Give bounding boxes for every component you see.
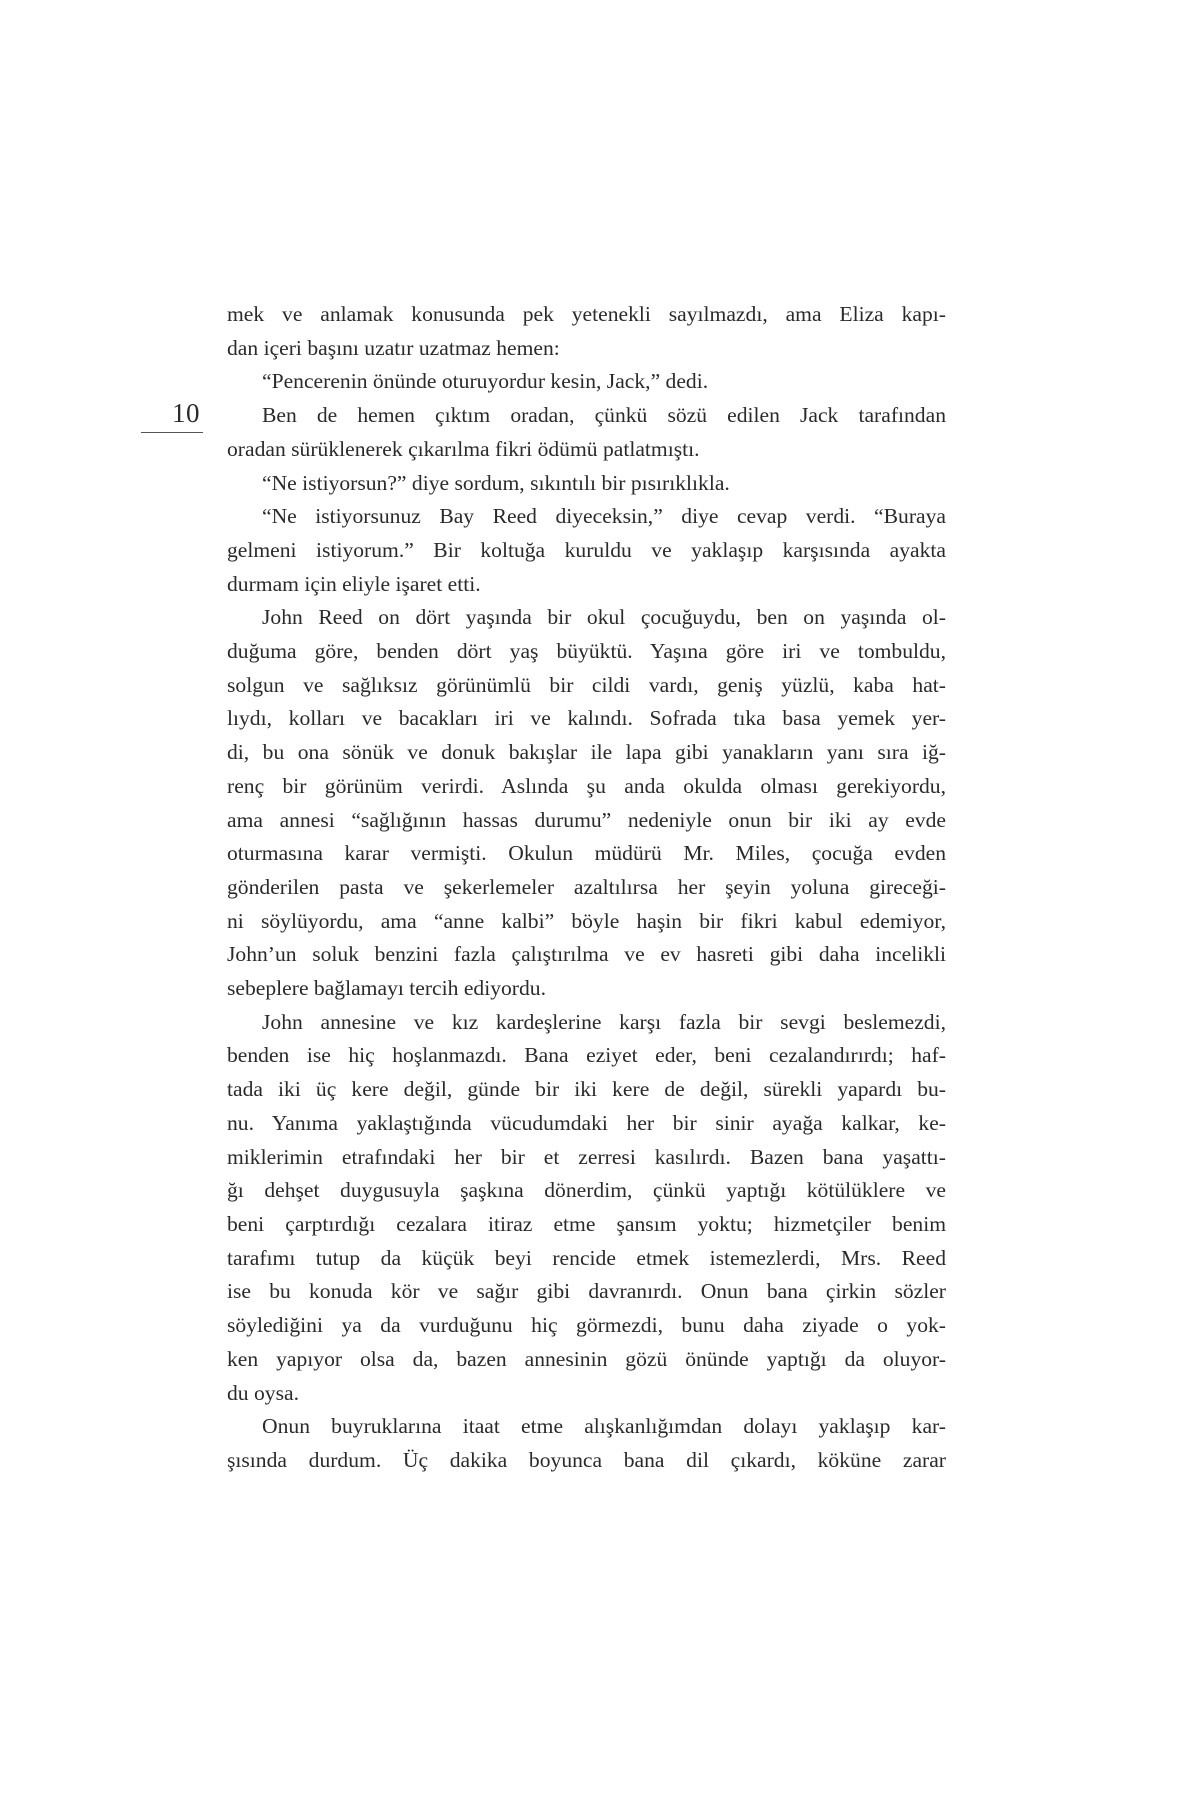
text-line: mek ve anlamak konusunda pek yetenekli sayılmazdı, ama Eliza kapı-: [227, 302, 946, 326]
page-number: 10: [172, 398, 200, 428]
text-line: Onun buyruklarına itaat etme alışkanlığımdan dolayı yaklaşıp kar-: [262, 1414, 946, 1439]
text-line: John Reed on dört yaşında bir okul çocuğuydu, ben on yaşında ol-: [262, 605, 946, 630]
text-line: solgun ve sağlıksız görünümlü bir cildi vardı, geniş yüzlü, kaba hat-: [227, 672, 946, 697]
text-line: söylediğini ya da vurduğunu hiç görmezdi, bunu daha ziyade o yok-: [227, 1313, 946, 1338]
text-line: tarafımı tutup da küçük beyi rencide etmek istemezlerdi, Mrs. Reed: [227, 1245, 946, 1270]
text-line: ni söylüyordu, ama “anne kalbi” böyle haşin bir fikri kabul edemiyor,: [227, 908, 946, 933]
text-line: “Pencerenin önünde oturuyordur kesin, Jack,” dedi.: [262, 369, 709, 394]
text-line: gönderilen pasta ve şekerlemeler azaltılırsa her şeyin yoluna gireceği-: [227, 874, 946, 899]
body-text: [227, 298, 946, 1478]
text-line: nu. Yanıma yaklaştığında vücudumdaki her bir sinir ayağa kalkar, ke-: [227, 1110, 946, 1135]
page-number-rule: [141, 432, 203, 433]
text-line: durmam için eliyle işaret etti.: [227, 571, 481, 596]
text-line: John’un soluk benzini fazla çalıştırılma ve ev hasreti gibi daha incelikli: [227, 942, 946, 967]
text-line: “Ne istiyorsun?” diye sordum, sıkıntılı bir pısırıklıkla.: [262, 470, 730, 495]
text-line: lıydı, kolları ve bacakları iri ve kalındı. Sofrada tıka basa yemek yer-: [227, 706, 946, 731]
text-line: ken yapıyor olsa da, bazen annesinin gözü önünde yaptığı da oluyor-: [227, 1346, 946, 1371]
text-line: di, bu ona sönük ve donuk bakışlar ile lapa gibi yanakların yanı sıra iğ-: [227, 740, 946, 765]
text-line: ise bu konuda kör ve sağır gibi davranırdı. Onun bana çirkin sözler: [227, 1279, 946, 1304]
text-line: oradan sürüklenerek çıkarılma fikri ödümü patlatmıştı.: [227, 436, 700, 461]
text-line: ama annesi “sağlığının hassas durumu” nedeniyle onun bir iki ay evde: [227, 807, 946, 832]
text-line: tada iki üç kere değil, günde bir iki kere de değil, sürekli yapardı bu-: [227, 1077, 946, 1102]
text-line: Ben de hemen çıktım oradan, çünkü sözü edilen Jack tarafından: [262, 403, 946, 428]
text-line: “Ne istiyorsunuz Bay Reed diyeceksin,” diye cevap verdi. “Buraya: [262, 504, 946, 529]
text-line: ğı dehşet duygusuyla şaşkına dönerdim, çünkü yaptığı kötülüklere ve: [227, 1178, 946, 1203]
text-line: renç bir görünüm verirdi. Aslında şu anda okulda olması gerekiyordu,: [227, 773, 946, 798]
text-line: du oysa.: [227, 1380, 299, 1405]
text-line: John annesine ve kız kardeşlerine karşı fazla bir sevgi beslemezdi,: [262, 1009, 946, 1034]
text-line: şısında durdum. Üç dakika boyunca bana dil çıkardı, köküne zarar: [227, 1447, 946, 1472]
text-line: duğuma göre, benden dört yaş büyüktü. Yaşına göre iri ve tombuldu,: [227, 639, 946, 664]
text-line: miklerimin etrafındaki her bir et zerresi kasılırdı. Bazen bana yaşattı-: [227, 1144, 946, 1169]
text-line: sebeplere bağlamayı tercih ediyordu.: [227, 976, 546, 1001]
text-line: oturmasına karar vermişti. Okulun müdürü Mr. Miles, çocuğa evden: [227, 841, 946, 866]
text-line: dan içeri başını uzatır uzatmaz hemen:: [227, 335, 560, 360]
text-line: beni çarptırdığı cezalara itiraz etme şansım yoktu; hizmetçiler benim: [227, 1211, 946, 1236]
text-line: benden ise hiç hoşlanmazdı. Bana eziyet eder, beni cezalandırırdı; haf-: [227, 1043, 946, 1068]
text-line: gelmeni istiyorum.” Bir koltuğa kuruldu ve yaklaşıp karşısında ayakta: [227, 537, 946, 562]
